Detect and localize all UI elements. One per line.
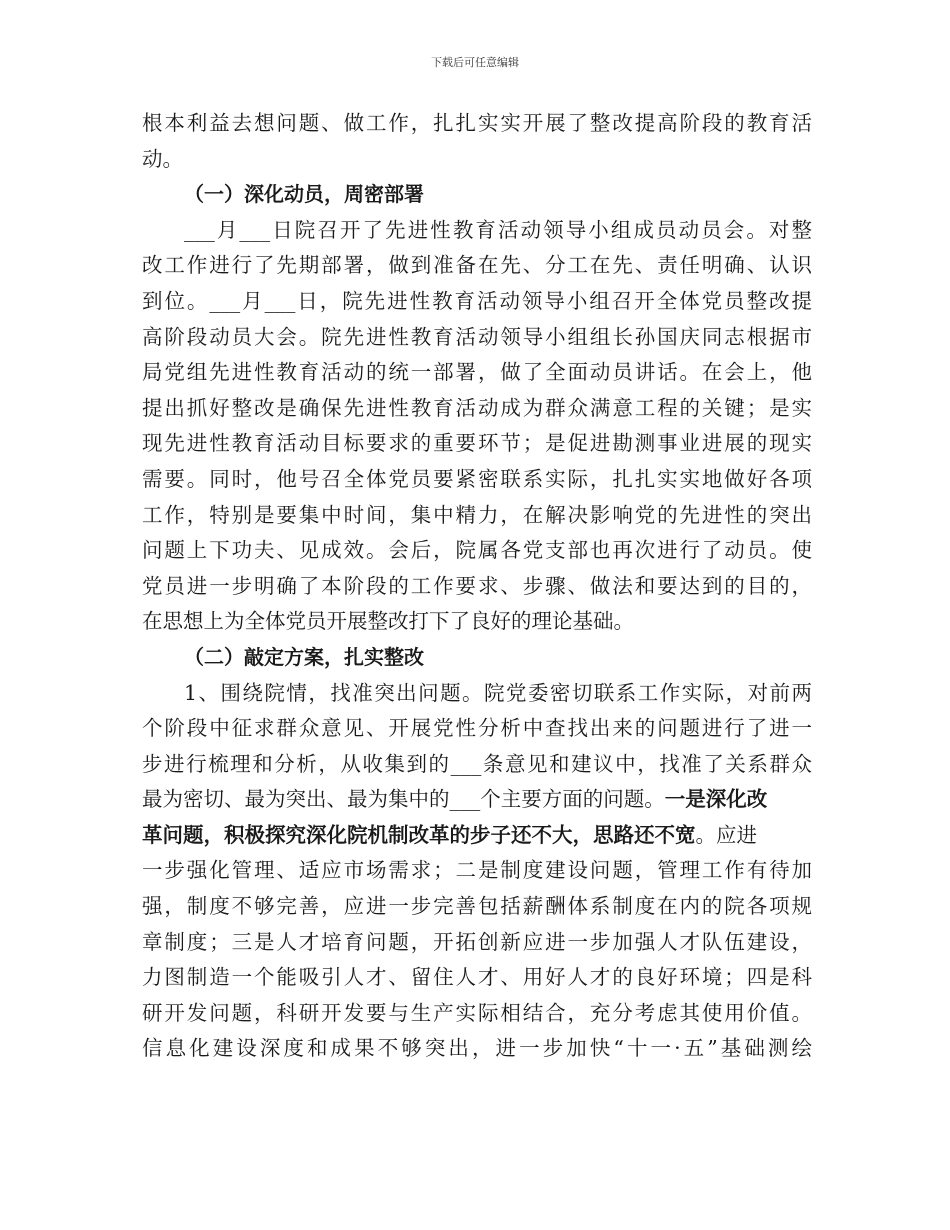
paragraph-line: 在思想上为全体党员开展整改打下了良好的理论基础。 xyxy=(142,609,634,634)
paragraph-line: 信息化建设深度和成果不够突出，进一步加快“十一·五”基础测绘 xyxy=(142,1036,812,1061)
section-heading: （一）深化动员，周密部署 xyxy=(184,182,424,207)
paragraph-line: 到位。___月___日，院先进性教育活动领导小组召开全体党员整改提 xyxy=(142,288,812,313)
paragraph-line: 强，制度不够完善，应进一步完善包括薪酬体系制度在内的院各项规 xyxy=(142,894,812,919)
paragraph-line: 问题上下功夫、见成效。会后，院属各党支部也再次进行了动员。使 xyxy=(142,538,812,563)
bold-text: 一是深化改 xyxy=(664,787,768,812)
paragraph-line xyxy=(142,818,812,854)
paragraph-line: 步进行梳理和分析，从收集到的___条意见和建议中，找准了关系群众 xyxy=(142,751,812,776)
paragraph-line: 研开发问题，科研开发要与生产实际相结合，充分考虑其使用价值。 xyxy=(142,1000,812,1025)
paragraph-line: 力图制造一个能吸引人才、留住人才、用好人才的良好环境；四是科 xyxy=(142,965,812,990)
paragraph-line: 局党组先进性教育活动的统一部署，做了全面动员讲话。在会上，他 xyxy=(142,360,812,385)
paragraph-line: 一步强化管理、适应市场需求；二是制度建设问题，管理工作有待加 xyxy=(142,858,812,883)
paragraph-line: 提出抓好整改是确保先进性教育活动成为群众满意工程的关键；是实 xyxy=(142,395,812,420)
paragraph-line: 1、围绕院情，找准突出问题。院党委密切联系工作实际，对前两 xyxy=(184,680,812,705)
paragraph-line xyxy=(142,782,812,818)
page-header-note: 下载后可任意编辑 xyxy=(431,56,519,69)
line-text: 最为密切、最为突出、最为集中的___个主要方面的问题。 xyxy=(142,787,665,812)
section-heading: （二）敲定方案，扎实整改 xyxy=(184,644,424,669)
paragraph-line: 工作，特别是要集中时间，集中精力，在解决影响党的先进性的突出 xyxy=(142,502,812,527)
paragraph-line: 个阶段中征求群众意见、开展党性分析中查找出来的问题进行了进一 xyxy=(142,716,812,741)
paragraph-line: ___月___日院召开了先进性教育活动领导小组成员动员会。对整 xyxy=(184,217,812,242)
paragraph-line: 动。 xyxy=(142,146,183,171)
line-text: 。应进 xyxy=(695,822,757,847)
paragraph-line: 根本利益去想问题、做工作，扎扎实实开展了整改提高阶段的教育活 xyxy=(142,111,812,135)
paragraph-line: 现先进性教育活动目标要求的重要环节；是促进勘测事业进展的现实 xyxy=(142,431,812,456)
paragraph-line: 章制度；三是人才培育问题，开拓创新应进一步加强人才队伍建设， xyxy=(142,929,812,954)
paragraph-line: 改工作进行了先期部署，做到准备在先、分工在先、责任明确、认识 xyxy=(142,253,812,278)
bold-text: 革问题，积极探究深化院机制改革的步子还不大，思路还不宽 xyxy=(142,822,696,847)
paragraph-line: 高阶段动员大会。院先进性教育活动领导小组组长孙国庆同志根据市 xyxy=(142,324,812,349)
paragraph-line: 需要。同时，他号召全体党员要紧密联系实际，扎扎实实地做好各项 xyxy=(142,466,812,491)
document-body xyxy=(142,106,812,1067)
paragraph-line: 党员进一步明确了本阶段的工作要求、步骤、做法和要达到的目的， xyxy=(142,573,812,598)
